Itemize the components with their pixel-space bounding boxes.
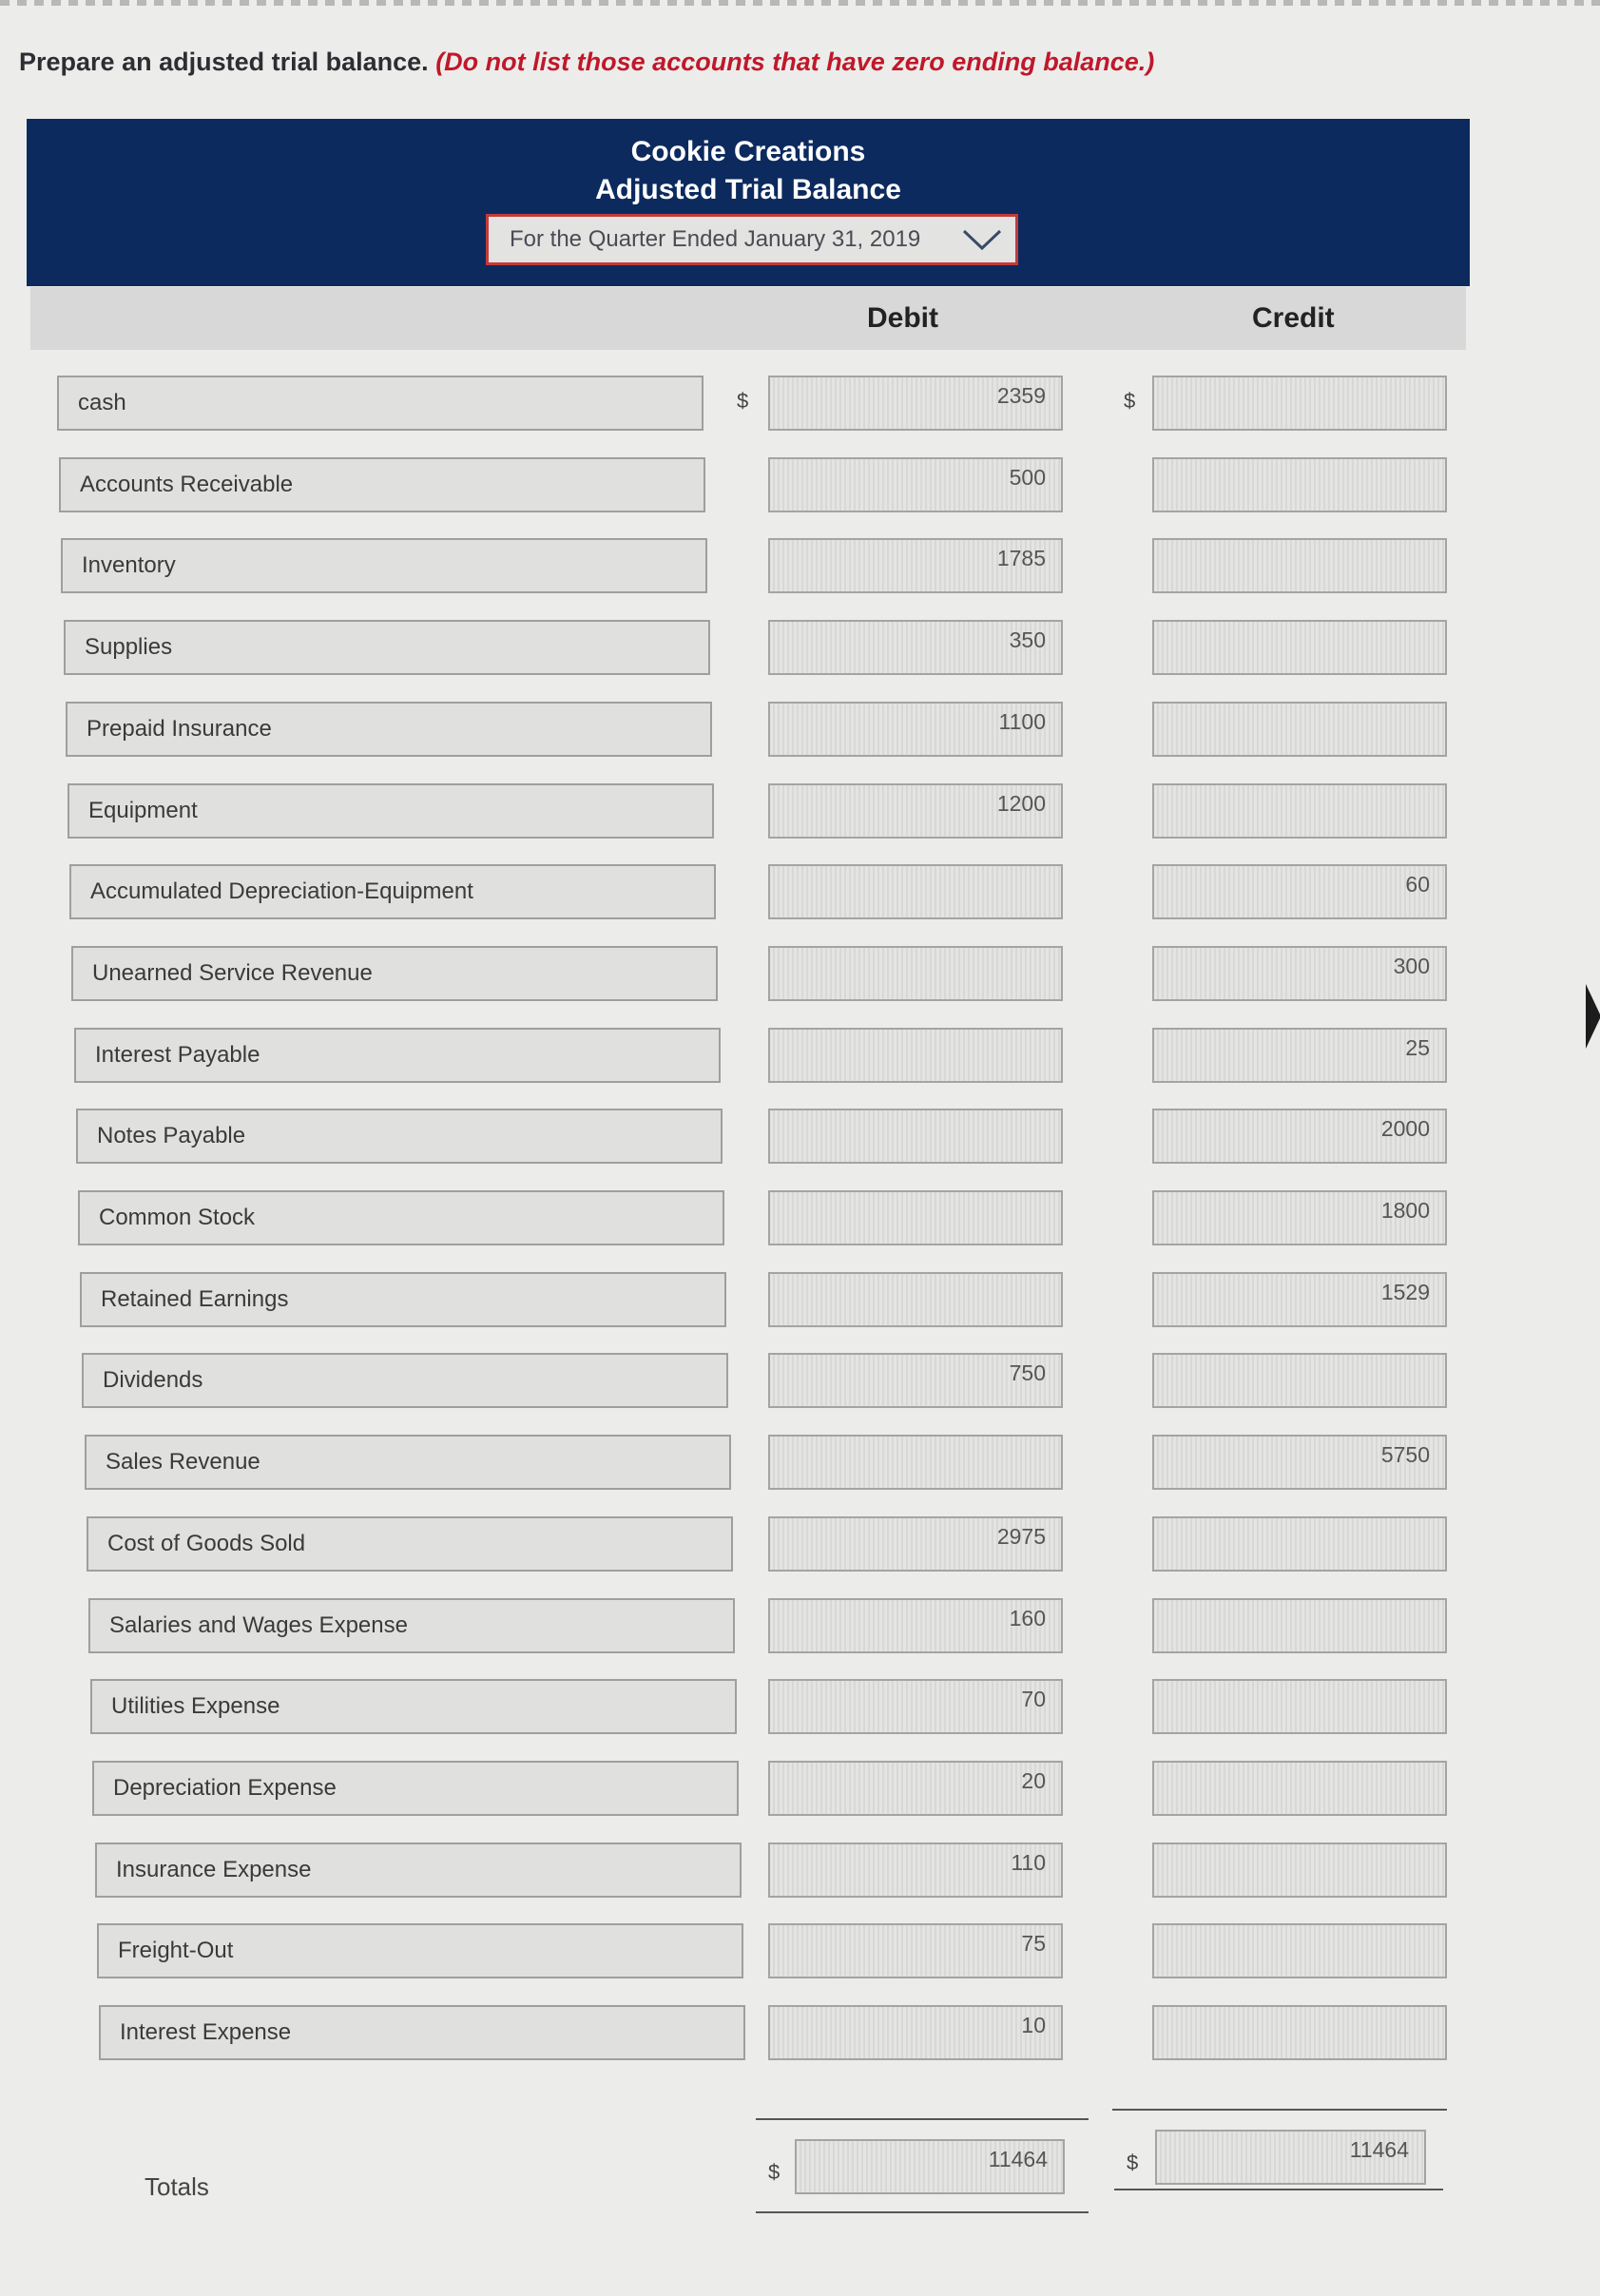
credit-input[interactable] [1152, 457, 1447, 512]
account-name: Common Stock [99, 1205, 256, 1230]
account-name: Retained Earnings [101, 1286, 289, 1312]
debit-input[interactable] [768, 1190, 1063, 1245]
totals-debit-dollar: $ [768, 2160, 781, 2184]
account-name: Depreciation Expense [113, 1775, 337, 1801]
credit-input[interactable]: 1529 [1152, 1272, 1447, 1327]
instruction-note: (Do not list those accounts that have zero ending balance.) [435, 48, 1155, 76]
debit-dollar-sign: $ [737, 389, 749, 413]
account-select[interactable] [59, 457, 705, 512]
account-name: Dividends [103, 1367, 203, 1393]
account-name: Unearned Service Revenue [92, 960, 373, 986]
account-name: Insurance Expense [116, 1857, 312, 1882]
trial-balance-row [0, 538, 1600, 595]
account-select[interactable] [66, 702, 712, 757]
debit-input[interactable]: 1200 [768, 783, 1063, 839]
debit-input[interactable] [768, 1272, 1063, 1327]
totals-debit-input[interactable]: 11464 [795, 2139, 1065, 2194]
credit-input[interactable] [1152, 1761, 1447, 1816]
account-name: Supplies [85, 634, 173, 660]
trial-balance-row [0, 1272, 1600, 1329]
debit-input[interactable] [768, 1028, 1063, 1083]
credit-input[interactable] [1152, 2005, 1447, 2060]
period-dropdown[interactable] [486, 214, 1018, 265]
credit-input[interactable] [1152, 702, 1447, 757]
account-select[interactable] [74, 1028, 721, 1083]
credit-dollar-sign: $ [1124, 389, 1136, 413]
account-name: cash [78, 390, 126, 415]
trial-balance-row [0, 1190, 1600, 1247]
trial-balance-row [0, 1843, 1600, 1900]
trial-balance-row [0, 620, 1600, 677]
debit-input[interactable] [768, 1435, 1063, 1490]
debit-header: Debit [867, 302, 938, 334]
trial-balance-row [0, 1435, 1600, 1492]
account-select[interactable] [92, 1761, 739, 1816]
account-select[interactable] [87, 1516, 733, 1572]
credit-input[interactable]: 2000 [1152, 1109, 1447, 1164]
credit-input[interactable]: 60 [1152, 864, 1447, 919]
statement-header [27, 119, 1470, 286]
account-select[interactable] [97, 1923, 743, 1978]
debit-input[interactable]: 350 [768, 620, 1063, 675]
account-name: Interest Payable [95, 1042, 260, 1068]
account-select[interactable] [64, 620, 710, 675]
debit-input[interactable]: 20 [768, 1761, 1063, 1816]
account-name: Prepaid Insurance [87, 716, 272, 742]
top-divider [0, 0, 1600, 6]
debit-input[interactable]: 75 [768, 1923, 1063, 1978]
account-name: Inventory [82, 552, 176, 578]
account-name: Sales Revenue [106, 1449, 260, 1475]
debit-input[interactable]: 1785 [768, 538, 1063, 593]
credit-input[interactable] [1152, 538, 1447, 593]
account-name: Interest Expense [120, 2019, 292, 2045]
trial-balance-row [0, 1679, 1600, 1736]
company-name: Cookie Creations [630, 136, 866, 167]
debit-total-rule [756, 2118, 1089, 2120]
account-name: Notes Payable [97, 1123, 246, 1148]
debit-input[interactable]: 110 [768, 1843, 1063, 1898]
account-select[interactable] [61, 538, 707, 593]
debit-input[interactable]: 160 [768, 1598, 1063, 1653]
statement-title: Adjusted Trial Balance [595, 174, 901, 205]
credit-header: Credit [1252, 302, 1335, 334]
credit-input[interactable] [1152, 783, 1447, 839]
trial-balance-row [0, 1923, 1600, 1980]
account-select[interactable] [88, 1598, 735, 1653]
column-headers [30, 287, 1466, 350]
account-select[interactable] [90, 1679, 737, 1734]
account-select[interactable] [99, 2005, 745, 2060]
credit-input[interactable]: 1800 [1152, 1190, 1447, 1245]
instruction-text: Prepare an adjusted trial balance. [19, 48, 429, 76]
debit-input[interactable] [768, 946, 1063, 1001]
account-select[interactable] [95, 1843, 742, 1898]
credit-input[interactable] [1152, 1843, 1447, 1898]
trial-balance-row [0, 1028, 1600, 1085]
trial-balance-row [0, 376, 1600, 433]
credit-input[interactable] [1152, 620, 1447, 675]
credit-input[interactable] [1152, 1598, 1447, 1653]
account-select[interactable] [78, 1190, 724, 1245]
trial-balance-row [0, 457, 1600, 514]
debit-input[interactable]: 2975 [768, 1516, 1063, 1572]
trial-balance-row [0, 783, 1600, 840]
trial-balance-row [0, 1109, 1600, 1166]
debit-input[interactable]: 500 [768, 457, 1063, 512]
account-name: Accumulated Depreciation-Equipment [90, 878, 473, 904]
account-select[interactable] [71, 946, 718, 1001]
debit-input[interactable] [768, 864, 1063, 919]
totals-label: Totals [145, 2172, 209, 2201]
instruction [19, 48, 1154, 77]
trial-balance-row [0, 2005, 1600, 2062]
debit-input[interactable]: 2359 [768, 376, 1063, 431]
account-name: Freight-Out [118, 1938, 234, 1963]
credit-input[interactable] [1152, 1516, 1447, 1572]
trial-balance-row [0, 702, 1600, 759]
trial-balance-row [0, 1761, 1600, 1818]
totals-credit-dollar: $ [1127, 2151, 1139, 2174]
trial-balance-row [0, 1598, 1600, 1655]
debit-input[interactable]: 70 [768, 1679, 1063, 1734]
credit-input[interactable]: 5750 [1152, 1435, 1447, 1490]
trial-balance-row [0, 946, 1600, 1003]
debit-input[interactable] [768, 1109, 1063, 1164]
period-value: For the Quarter Ended January 31, 2019 [510, 226, 921, 252]
credit-input[interactable] [1152, 1923, 1447, 1978]
account-name: Cost of Goods Sold [107, 1531, 306, 1556]
account-select[interactable] [80, 1272, 726, 1327]
credit-input[interactable] [1152, 1679, 1447, 1734]
debit-input[interactable]: 10 [768, 2005, 1063, 2060]
side-arrow-icon[interactable] [1586, 984, 1600, 1049]
debit-double-rule [756, 2211, 1089, 2213]
trial-balance-row [0, 1353, 1600, 1410]
chevron-down-icon [949, 228, 1015, 251]
account-name: Utilities Expense [111, 1693, 280, 1719]
totals-credit-input[interactable]: 11464 [1155, 2130, 1426, 2185]
account-select[interactable] [69, 864, 716, 919]
debit-input[interactable]: 1100 [768, 702, 1063, 757]
account-select[interactable] [76, 1109, 723, 1164]
trial-balance-row [0, 1516, 1600, 1573]
account-select[interactable] [82, 1353, 728, 1408]
credit-total-rule [1112, 2109, 1447, 2111]
credit-double-rule [1114, 2189, 1443, 2190]
credit-input[interactable] [1152, 376, 1447, 431]
account-select[interactable] [57, 376, 704, 431]
credit-input[interactable] [1152, 1353, 1447, 1408]
debit-input[interactable]: 750 [768, 1353, 1063, 1408]
account-name: Salaries and Wages Expense [109, 1612, 408, 1638]
account-select[interactable] [67, 783, 714, 839]
account-select[interactable] [85, 1435, 731, 1490]
trial-balance-row [0, 864, 1600, 921]
credit-input[interactable]: 25 [1152, 1028, 1447, 1083]
account-name: Accounts Receivable [80, 472, 294, 497]
credit-input[interactable]: 300 [1152, 946, 1447, 1001]
account-name: Equipment [88, 798, 198, 823]
